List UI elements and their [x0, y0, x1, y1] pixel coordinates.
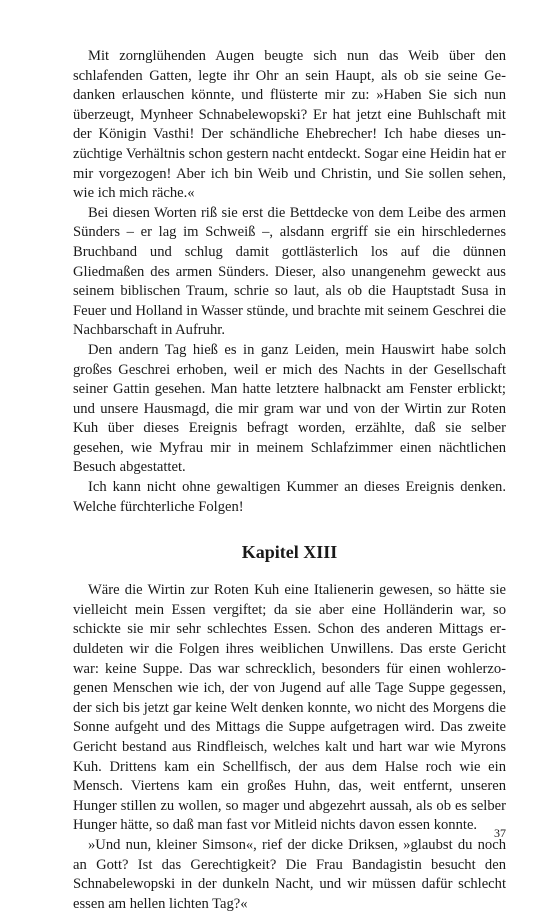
chapter-body	[73, 581, 506, 914]
paragraph: Den andern Tag hieß es in ganz Leiden, mein Hauswirt habe solch großes Geschrei erhoben, weil er mich des Nachts in der Gesellschaft seiner Gattin gesehen. Man hatte letztere halbnackt am Fenster erblickt; und unsere Hausmagd, die mir gram war und von der Wirtin zur Roten Kuh über dieses Ereignis befragt worden, erzählte, daß sie selber gesehen, wie Myfrau mir in meinem Schlafzimmer einen nächtlichen Besuch abgestattet.	[73, 341, 506, 476]
paragraph: Wäre die Wirtin zur Roten Kuh eine Italienerin gewesen, so hätte sie vielleicht mein Essen vergiftet; da sie aber eine Holländerin war, so schickte sie mir sehr schlechtes Essen. Schon des anderen Mittags erduldeten wir die Folgen ihres weiblichen Unwillens. Das erste Gericht war: keine Suppe. Das war schrecklich, besonders für einen wohlerzogenen Menschen wie ich, der von Jugend auf alle Tage Suppe gegessen, der sich bis jetzt gar keine Welt denken konnte, wo nicht des Morgens die Sonne aufgeht und des Mittags die Suppe aufgetragen wird. Das zweite Gericht bestand aus Rindfleisch, welches kalt und hart war wie Myrons Kuh. Drittens kam ein Schellfisch, der aus dem Halse roch wie ein Mensch. Viertens kam ein großes Huhn, das, weit entfernt, unseren Hunger stillen zu wollen, so mager und abgezehrt aussah, als ob es selber Hunger hätte, so daß man fast vor Mitleid nichts davon essen konnte.	[73, 582, 506, 834]
chapter-title: Kapitel XIII	[241, 542, 338, 563]
paragraph: »Und nun, kleiner Simson«, rief der dicke Driksen, »glaubst du noch an Gott? Ist das Gerechtigkeit? Die Frau Bandagistin besucht den Schnabelewopski in der dunkeln Nacht, und wir müssen dafür schlecht essen am hellen lichten Tag?«	[73, 836, 506, 912]
page-number: 37	[494, 826, 506, 840]
paragraph: Ich kann nicht ohne gewaltigen Kummer an dieses Ereignis denken. Welche fürchterliche Folgen!	[73, 479, 506, 515]
paragraph: Mit zornglühenden Augen beugte sich nun das Weib über den schlafenden Gatten, legte ihr Ohr an sein Haupt, als ob sie seine Gedanken erlauschen könnte, und flüsterte mir zu: »Haben Sie sich nun überzeugt, Mynheer Schnabelewopski? Er hat jetzt eine Buhlschaft mit der Königin Vasthi! Der schändliche Ehebrecher! Ich habe dieses unzüchtige Verhältnis schon gestern nacht entdeckt. Sogar eine Heidin hat er mir vorgezogen! Aber ich bin Weib und Christin, und Sie sollen sehen, wie ich mich räche.«	[73, 48, 506, 202]
section-before	[73, 47, 506, 517]
paragraph: Bei diesen Worten riß sie erst die Bettdecke von dem Leibe des armen Sünders – er lag im Schweiß –, alsdann ergriff sie ein hirschledernes Bruchband und schlug damit gottlästerlich los auf die dünnen Gliedmaßen des armen Sünders. Dieser, also unangenehm geweckt aus seinem biblischen Traum, schrie so laut, als ob die Hauptstadt Susa in Feuer und Holland in Wasser stünde, und brachte mit seinem Geschrei die Nachbarschaft in Aufruhr.	[73, 204, 506, 339]
book-page	[73, 47, 506, 914]
